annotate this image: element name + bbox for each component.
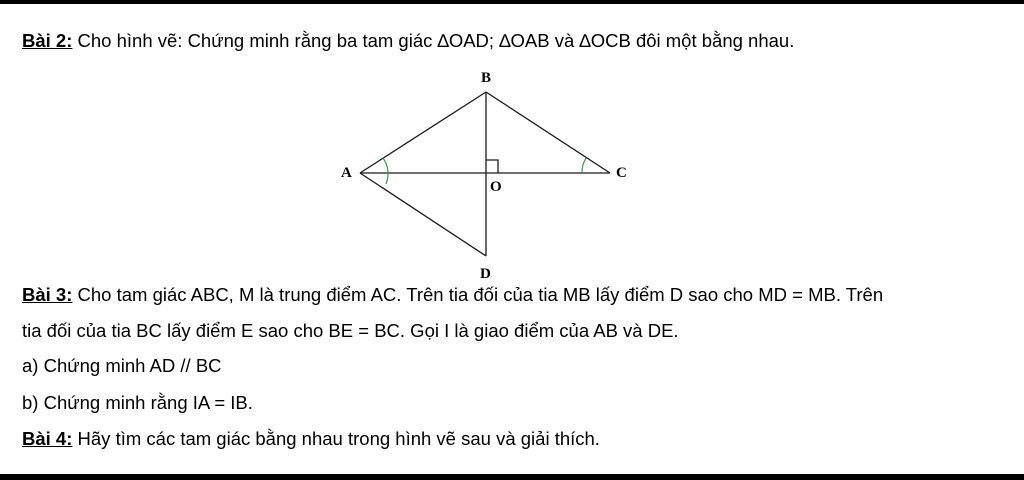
- problem-3-part-b: b) Chứng minh rằng IA = IB.: [22, 392, 253, 413]
- top-border: [0, 0, 1024, 4]
- angle-mark-a: [383, 158, 388, 184]
- problem-2-line: [22, 30, 794, 52]
- point-label-c: C: [616, 165, 627, 181]
- problem-2-label: Bài 2:: [22, 30, 73, 51]
- problem-3-part-a: a) Chứng minh AD // BC: [22, 355, 222, 376]
- right-angle-mark: [486, 160, 498, 173]
- angle-mark-c: [582, 158, 586, 173]
- bottom-border: [0, 474, 1024, 480]
- point-label-o: O: [490, 179, 502, 195]
- point-label-a: A: [341, 165, 352, 181]
- geometry-figure: [330, 60, 650, 290]
- problem-3-label: Bài 3:: [22, 284, 73, 305]
- problem-2-text: Cho hình vẽ: Chứng minh rằng ba tam giác ∆OAD; ∆OAB và ∆OCB đôi một bằng nhau.: [72, 30, 795, 51]
- point-label-d: D: [480, 266, 491, 282]
- problem-4-label: Bài 4:: [22, 428, 73, 449]
- problem-3-line: [22, 284, 883, 306]
- segment-ad: [360, 173, 486, 256]
- problem-3-continuation: tia đối của tia BC lấy điểm E sao cho BE = BC. Gọi I là giao điểm của AB và DE.: [22, 320, 679, 341]
- problem-3-text: Cho tam giác ABC, M là trung điểm AC. Trên tia đối của tia MB lấy điểm D sao cho MD = MB. Trên: [72, 284, 884, 305]
- segment-ab: [360, 92, 486, 173]
- point-label-b: B: [481, 70, 492, 86]
- problem-4-line: [22, 428, 600, 450]
- segment-bc: [486, 92, 610, 173]
- problem-4-text: Hãy tìm các tam giác bằng nhau trong hình vẽ sau và giải thích.: [72, 428, 600, 449]
